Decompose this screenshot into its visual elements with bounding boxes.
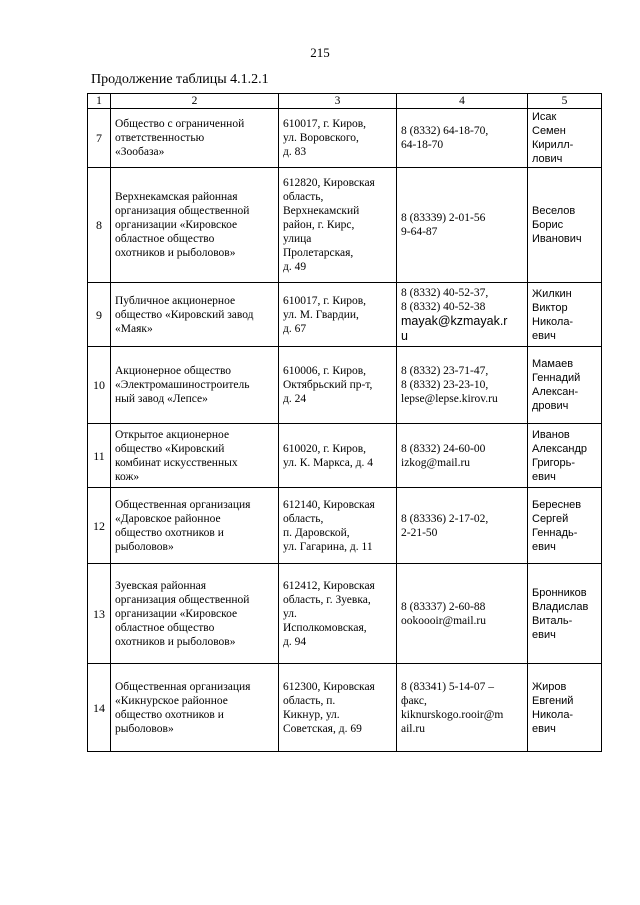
organization-head: Береснев Сергей Геннадь- евич [528,488,602,564]
row-number: 14 [88,664,111,752]
organization-head: Жиров Евгений Никола- евич [528,664,602,752]
organization-contacts: 8 (83337) 2-60-88 ookoooir@mail.ru [397,564,528,664]
table-row [88,347,602,424]
organization-name: Общественная организация «Кикнурское районное общество охотников и рыболовов» [111,664,279,752]
row-number: 7 [88,109,111,168]
organization-name: Открытое акционерное общество «Кировский комбинат искусственных кож» [111,424,279,488]
organization-contacts: 8 (8332) 24-60-00 izkog@mail.ru [397,424,528,488]
organization-head: Иванов Александр Григорь- евич [528,424,602,488]
organizations-table [87,93,602,752]
table-row [88,664,602,752]
page-number: 215 [310,45,330,60]
row-number: 8 [88,168,111,283]
organization-head: Исак Семен Кирилл- лович [528,109,602,168]
organization-name: Зуевская районная организация общественной организации «Кировское областное общество охотников и рыболовов» [111,564,279,664]
organization-contacts: 8 (83341) 5-14-07 – факс, kiknurskogo.rooir@m ail.ru [397,664,528,752]
table-row [88,109,602,168]
header-col-2: 2 [111,94,279,109]
table-row [88,488,602,564]
table-caption: Продолжение таблицы 4.1.2.1 [91,72,269,87]
organization-name: Публичное акционерное общество «Кировский завод «Маяк» [111,283,279,347]
table-row [88,564,602,664]
organization-address: 612300, Кировская область, п. Кикнур, ул. Советская, д. 69 [279,664,397,752]
organization-name: Акционерное общество «Электромашиностроитель ный завод «Лепсе» [111,347,279,424]
header-col-5: 5 [528,94,602,109]
phone-numbers: 8 (8332) 40-52-37, 8 (8332) 40-52-38 [401,286,489,313]
row-number: 12 [88,488,111,564]
organization-contacts: 8 (8332) 23-71-47, 8 (8332) 23-23-10, lepse@lepse.kirov.ru [397,347,528,424]
organization-address: 610020, г. Киров, ул. К. Маркса, д. 4 [279,424,397,488]
organization-address: 612820, Кировская область, Верхнекамский район, г. Кирс, улица Пролетарская, д. 49 [279,168,397,283]
header-col-4: 4 [397,94,528,109]
table-row [88,283,602,347]
row-number: 13 [88,564,111,664]
organization-name: Верхнекамская районная организация общественной организации «Кировское областное общество охотников и рыболовов» [111,168,279,283]
organization-address: 610017, г. Киров, ул. М. Гвардии, д. 67 [279,283,397,347]
organization-contacts: 8 (8332) 64-18-70, 64-18-70 [397,109,528,168]
organization-name: Общество с ограниченной ответственностью «Зообаза» [111,109,279,168]
table-row [88,424,602,488]
email-address: mayak@kzmayak.r u [401,313,508,343]
organization-contacts: 8 (83336) 2-17-02, 2-21-50 [397,488,528,564]
organization-contacts: 8 (83339) 2-01-56 9-64-87 [397,168,528,283]
organization-address: 612412, Кировская область, г. Зуевка, ул. Исполкомовская, д. 94 [279,564,397,664]
header-col-1: 1 [88,94,111,109]
organization-head: Жилкин Виктор Никола- евич [528,283,602,347]
organization-head: Мамаев Геннадий Алексан- дрович [528,347,602,424]
row-number: 9 [88,283,111,347]
organization-address: 610017, г. Киров, ул. Воровского, д. 83 [279,109,397,168]
organization-contacts [397,283,528,347]
organization-head: Бронников Владислав Виталь- евич [528,564,602,664]
organization-name: Общественная организация «Даровское районное общество охотников и рыболовов» [111,488,279,564]
organization-head: Веселов Борис Иванович [528,168,602,283]
organization-address: 610006, г. Киров, Октябрьский пр-т, д. 24 [279,347,397,424]
header-col-3: 3 [279,94,397,109]
organization-address: 612140, Кировская область, п. Даровской, ул. Гагарина, д. 11 [279,488,397,564]
table-header-row [88,94,602,109]
table-row [88,168,602,283]
row-number: 10 [88,347,111,424]
row-number: 11 [88,424,111,488]
